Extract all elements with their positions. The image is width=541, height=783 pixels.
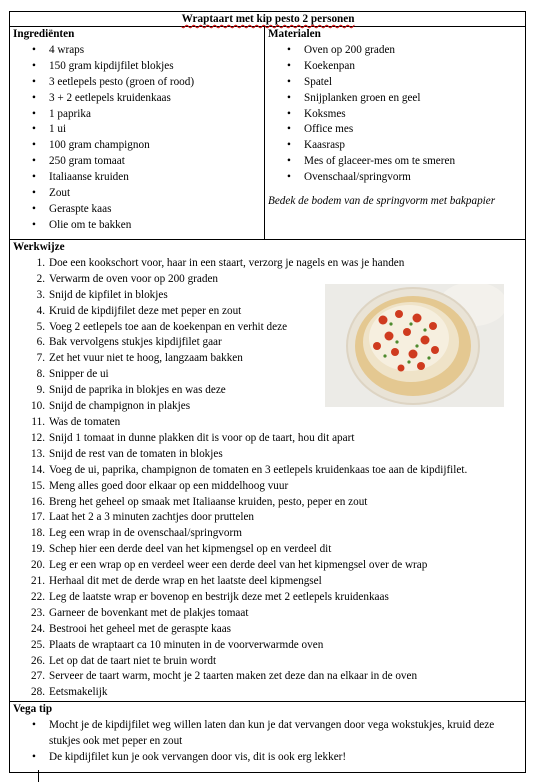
step-item bbox=[31, 574, 523, 590]
step-item bbox=[36, 256, 523, 272]
step-item bbox=[31, 495, 523, 511]
step-text: Leg een wrap in de ovenschaal/springvorm bbox=[49, 527, 242, 540]
step-number: 19. bbox=[31, 543, 45, 556]
list-item: • Italiaanse kruiden bbox=[49, 170, 262, 186]
step-number: 22. bbox=[31, 590, 45, 603]
step-text: Zet het vuur niet te hoog, langzaam bakken bbox=[49, 352, 243, 365]
materials-heading: Materialen bbox=[268, 28, 321, 40]
step-number: 27. bbox=[31, 670, 45, 683]
wraptaart-photo-image bbox=[325, 284, 504, 407]
vega-tip-list bbox=[13, 718, 523, 766]
step-item bbox=[31, 638, 523, 654]
list-item: • 150 gram kipdijfilet blokjes bbox=[49, 59, 262, 75]
step-text: Snijd de rest van de tomaten in blokjes bbox=[49, 447, 223, 460]
step-text: Leg de laatste wrap er bovenop en bestrijk deze met 2 eetlepels kruidenkaas bbox=[49, 590, 389, 603]
list-item: • 4 wraps bbox=[49, 43, 262, 59]
step-text: Voeg 2 eetlepels toe aan de koekenpan en verhit deze bbox=[49, 320, 288, 333]
step-number: 2. bbox=[36, 272, 45, 285]
list-item: • Office mes bbox=[304, 122, 523, 138]
step-text: Serveer de taart warm, mocht je 2 taarten maken zet deze dan na elkaar in de oven bbox=[49, 670, 418, 683]
step-text: Meng alles goed door elkaar op een middelhoog vuur bbox=[49, 479, 289, 492]
materials-note: Bedek de bodem van de springvorm met bakpapier bbox=[268, 195, 496, 208]
list-item: • 3 eetlepels pesto (groen of rood) bbox=[49, 75, 262, 91]
step-text: Herhaal dit met de derde wrap en het laatste deel kipmengsel bbox=[49, 575, 322, 588]
ingredients-cell bbox=[10, 27, 265, 240]
list-item: • Geraspte kaas bbox=[49, 202, 262, 218]
vega-tip-heading: Vega tip bbox=[13, 703, 53, 716]
list-item: • Kaasrasp bbox=[304, 138, 523, 154]
step-text: Eetsmakelijk bbox=[49, 686, 108, 699]
step-number: 8. bbox=[36, 368, 45, 381]
step-text: Garneer de bovenkant met de plakjes tomaat bbox=[49, 606, 249, 619]
step-text: Plaats de wraptaart ca 10 minuten in de voorverwarmde oven bbox=[49, 638, 324, 651]
step-text: Snijd de kipfilet in blokjes bbox=[49, 288, 168, 301]
list-item: • Olie om te bakken bbox=[49, 218, 262, 234]
list-item: • 1 paprika bbox=[49, 107, 262, 123]
ingredients-list bbox=[13, 43, 262, 234]
step-text: Snijd 1 tomaat in dunne plakken dit is voor op de taart, hou dit apart bbox=[49, 431, 355, 444]
materials-list bbox=[268, 43, 523, 186]
recipe-title: Wraptaart met kip pesto 2 personen bbox=[181, 13, 355, 25]
step-item bbox=[31, 415, 523, 431]
step-number: 28. bbox=[31, 686, 45, 699]
text-cursor bbox=[38, 770, 39, 782]
step-text: Snipper de ui bbox=[49, 368, 109, 381]
step-number: 18. bbox=[31, 527, 45, 540]
step-item bbox=[31, 606, 523, 622]
list-item: • Spatel bbox=[304, 75, 523, 91]
step-text: Let op dat de taart niet te bruin wordt bbox=[49, 654, 217, 667]
method-heading: Werkwijze bbox=[13, 241, 65, 253]
step-item bbox=[31, 510, 523, 526]
step-item bbox=[31, 463, 523, 479]
step-number: 13. bbox=[31, 447, 45, 460]
step-text: Schep hier een derde deel van het kipmengsel op en verdeel dit bbox=[49, 543, 332, 556]
list-item: • Snijplanken groen en geel bbox=[304, 91, 523, 107]
step-number: 5. bbox=[36, 320, 45, 333]
step-text: Snijd de paprika in blokjes en was deze bbox=[49, 384, 226, 397]
vega-tip-cell bbox=[10, 702, 526, 773]
step-text: Verwarm de oven voor op 200 graden bbox=[49, 272, 219, 285]
list-item: • Oven op 200 graden bbox=[304, 43, 523, 59]
step-item bbox=[31, 669, 523, 685]
list-item: • Mocht je de kipdijfilet weg willen laten dan kun je dat vervangen door vega wokstukjes, kruid deze stukjes ook met peper en zout bbox=[49, 718, 523, 750]
list-item: • Koekenpan bbox=[304, 59, 523, 75]
recipe-title-cell bbox=[10, 12, 526, 27]
list-item: • Zout bbox=[49, 186, 262, 202]
wraptaart-photo bbox=[325, 284, 504, 407]
step-text: Leg er een wrap op en verdeel weer een derde deel van het kipmengsel over de wrap bbox=[49, 559, 428, 572]
list-item: • 3 + 2 eetlepels kruidenkaas bbox=[49, 91, 262, 107]
step-number: 17. bbox=[31, 511, 45, 524]
step-text: Voeg de ui, paprika, champignon de tomaten en 3 eetlepels kruidenkaas toe aan de kipdijfilet. bbox=[49, 463, 468, 476]
step-text: Bak vervolgens stukjes kipdijfilet gaar bbox=[49, 336, 222, 349]
list-item: • 1 ui bbox=[49, 122, 262, 138]
step-item bbox=[31, 590, 523, 606]
step-number: 10. bbox=[31, 400, 45, 413]
step-number: 16. bbox=[31, 495, 45, 508]
list-item: • 250 gram tomaat bbox=[49, 154, 262, 170]
step-text: Laat het 2 a 3 minuten zachtjes door pruttelen bbox=[49, 511, 255, 524]
step-number: 15. bbox=[31, 479, 45, 492]
step-number: 25. bbox=[31, 638, 45, 651]
step-item bbox=[31, 431, 523, 447]
step-number: 20. bbox=[31, 559, 45, 572]
step-text: Breng het geheel op smaak met Italiaanse kruiden, pesto, peper en zout bbox=[49, 495, 368, 508]
step-item bbox=[31, 622, 523, 638]
ingredients-heading: Ingrediënten bbox=[13, 28, 75, 40]
step-number: 14. bbox=[31, 463, 45, 476]
step-number: 21. bbox=[31, 575, 45, 588]
step-text: Doe een kookschort voor, haar in een staart, verzorg je nagels en was je handen bbox=[49, 256, 405, 269]
list-item: • Mes of glaceer-mes om te smeren bbox=[304, 154, 523, 170]
step-text: Kruid de kipdijfilet deze met peper en zout bbox=[49, 304, 242, 317]
step-number: 12. bbox=[31, 431, 45, 444]
step-item bbox=[31, 685, 523, 701]
step-item bbox=[31, 558, 523, 574]
step-text: Bestrooi het geheel met de geraspte kaas bbox=[49, 622, 232, 635]
step-number: 1. bbox=[36, 256, 45, 269]
step-number: 26. bbox=[31, 654, 45, 667]
step-number: 24. bbox=[31, 622, 45, 635]
step-number: 4. bbox=[36, 304, 45, 317]
step-number: 6. bbox=[36, 336, 45, 349]
list-item: • Ovenschaal/springvorm bbox=[304, 170, 523, 186]
step-number: 9. bbox=[36, 384, 45, 397]
step-number: 7. bbox=[36, 352, 45, 365]
list-item: • De kipdijfilet kun je ook vervangen door vis, dit is ook erg lekker! bbox=[49, 750, 523, 766]
list-item: • 100 gram champignon bbox=[49, 138, 262, 154]
step-item bbox=[31, 447, 523, 463]
materials-cell bbox=[265, 27, 526, 240]
list-item: • Koksmes bbox=[304, 107, 523, 123]
step-item bbox=[31, 479, 523, 495]
step-item bbox=[31, 542, 523, 558]
step-number: 11. bbox=[31, 415, 45, 428]
step-item bbox=[31, 526, 523, 542]
step-text: Snijd de champignon in plakjes bbox=[49, 400, 191, 413]
step-item bbox=[31, 654, 523, 670]
step-number: 3. bbox=[36, 288, 45, 301]
step-number: 23. bbox=[31, 606, 45, 619]
step-text: Was de tomaten bbox=[49, 415, 121, 428]
